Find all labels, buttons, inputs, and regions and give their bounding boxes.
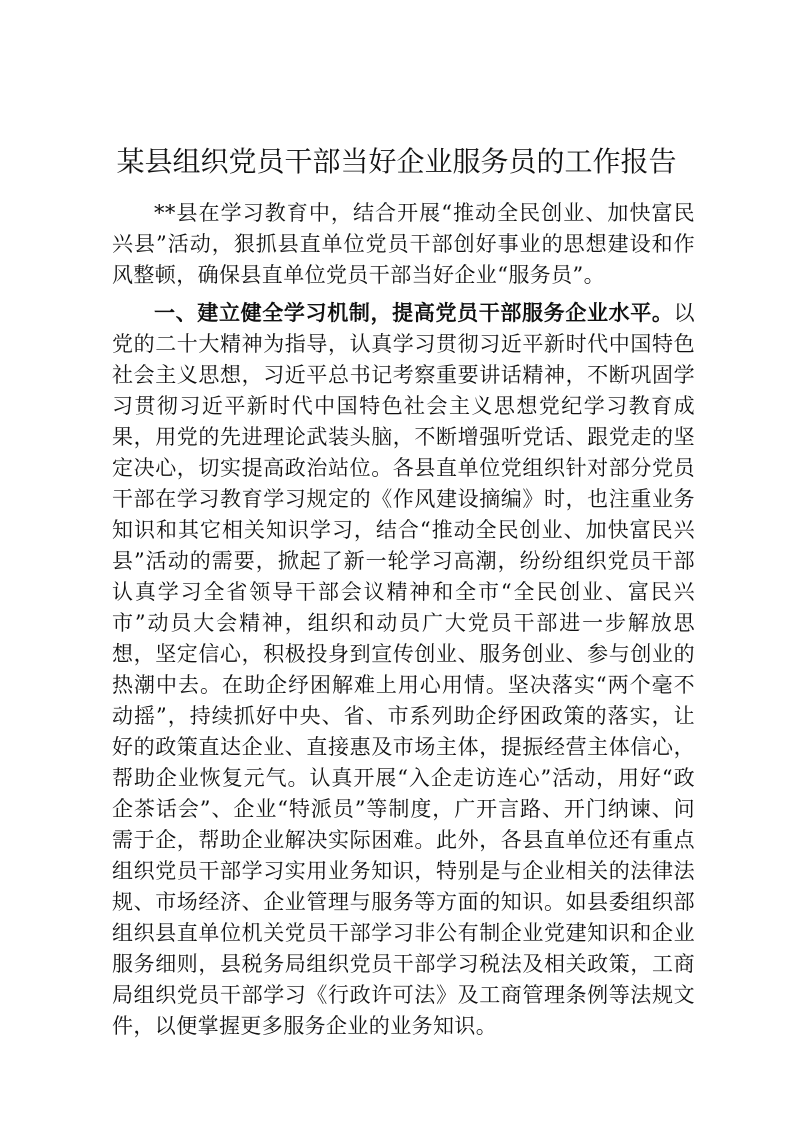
intro-text: **县在学习教育中，结合开展“推动全民创业、加快富民兴县”活动，狠抓县直单位党员干部创好事业的思想建设和作风整顿，确保县直单位党员干部当好企业“服务员”。 bbox=[112, 201, 695, 287]
section-1-paragraph bbox=[112, 298, 695, 1042]
intro-paragraph bbox=[112, 198, 695, 291]
section-1-body: 以党的二十大精神为指导，认真学习贯彻习近平新时代中国特色社会主义思想，习近平总书记考察重要讲话精神，不断巩固学习贯彻习近平新时代中国特色社会主义思想党纪学习教育成果，用党的先进理论武装头脑，不断增强听党话、跟党走的坚定决心，切实提高政治站位。各县直单位党组织针对部分党员干部在学习教育学习规定的《作风建设摘编》时，也注重业务知识和其它相关知识学习，结合“推动全民创业、加快富民兴县”活动的需要，掀起了新一轮学习高潮，纷纷组织党员干部认真学习全省领导干部会议精神和全市“全民创业、富民兴市”动员大会精神，组织和动员广大党员干部进一步解放思想，坚定信心，积极投身到宣传创业、服务创业、参与创业的热潮中去。在助企纾困解难上用心用情。坚决落实“两个毫不动摇”，持续抓好中央、省、市系列助企纾困政策的落实，让好的政策直达企业、直接惠及市场主体，提振经营主体信心，帮助企业恢复元气。认真开展“入企走访连心”活动，用好“政企茶话会”、企业“特派员”等制度，广开言路、开门纳谏、问需于企，帮助企业解决实际困难。此外，各县直单位还有重点组织党员干部学习实用业务知识，特别是与企业相关的法律法规、市场经济、企业管理与服务等方面的知识。如县委组织部组织县直单位机关党员干部学习非公有制企业党建知识和企业服务细则，县税务局组织党员干部学习税法及相关政策，工商局组织党员干部学习《行政许可法》及工商管理条例等法规文件，以便掌握更多服务企业的业务知识。 bbox=[112, 301, 695, 1038]
section-1-heading: 一、建立健全学习机制，提高党员干部服务企业水平。 bbox=[154, 301, 674, 325]
document-title: 某县组织党员干部当好企业服务员的工作报告 bbox=[116, 145, 677, 178]
